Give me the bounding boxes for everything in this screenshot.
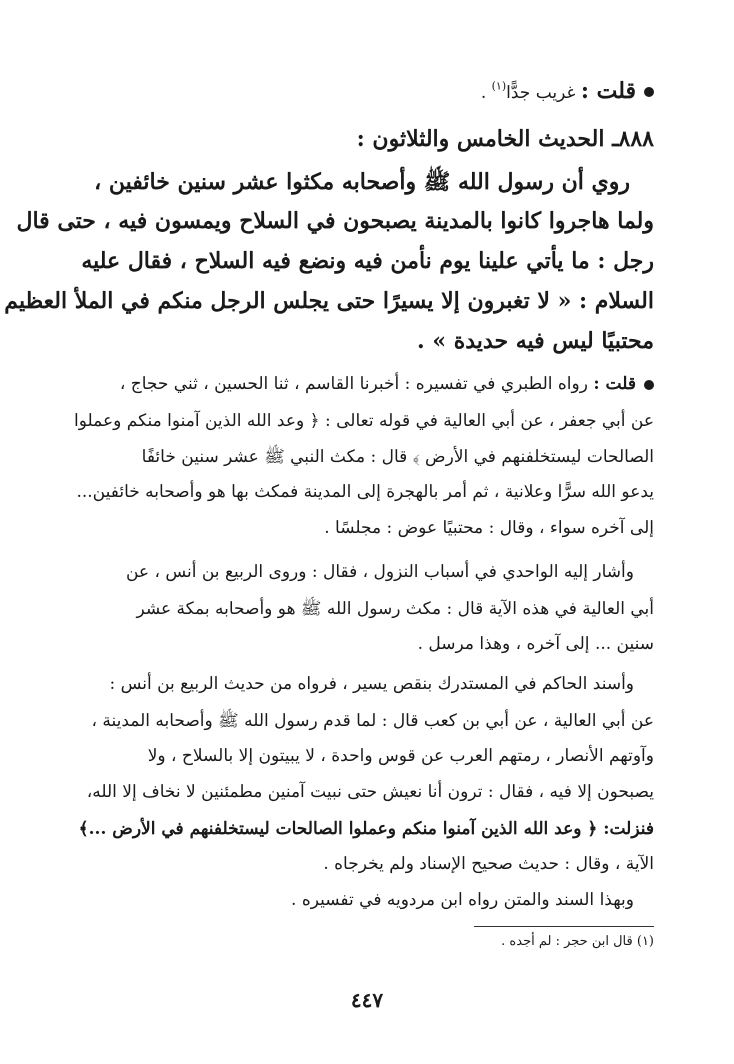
- hakim-line: يصبحون إلا فيه ، فقال : ترون أنا نعيش حتى نبيت آمنين مطمئنين لا نخاف إلا الله،: [86, 782, 654, 802]
- hakim-line: وأسند الحاكم في المستدرك بنقص يسير ، فرواه من حديث الربيع بن أنس :: [109, 674, 634, 694]
- hadith-line: محتبيًا ليس فيه حديدة » .: [417, 328, 654, 354]
- hadith-heading: ٨٨٨ـ الحديث الخامس والثلاثون :: [356, 126, 654, 152]
- commentary-line: عن أبي جعفر ، عن أبي العالية في قوله تعالى : ﴿ وعد الله الذين آمنوا منكم وعملوا: [74, 411, 654, 431]
- footnote-divider: [474, 926, 654, 927]
- commentary-label: قلت :: [593, 374, 636, 394]
- hakim-line: وبهذا السند والمتن رواه ابن مردويه في تفسيره .: [291, 890, 634, 910]
- hakim-line: وآوتهم الأنصار ، رمتهم العرب عن قوس واحدة ، لا يبيتون إلا بالسلاح ، ولا: [147, 746, 654, 766]
- commentary-line: الصالحات ليستخلفنهم في الأرض ﴾ قال : مكث النبي ﷺ عشر سنين خائفًا: [141, 447, 654, 467]
- commentary-line: يدعو الله سرًّا وعلانية ، ثم أمر بالهجرة إلى المدينة فمكث بها هو وأصحابه خائفين...: [76, 482, 654, 502]
- footnote-ref: (١): [491, 79, 507, 93]
- hakim-line: فنزلت: ﴿ وعد الله الذين آمنوا منكم وعملوا الصالحات ليستخلفنهم في الأرض ...﴾: [78, 819, 654, 839]
- page-number: ٤٤٧: [350, 988, 384, 1012]
- opening-end: .: [480, 83, 492, 103]
- footnote: (١) قال ابن حجر : لم أجده .: [501, 934, 654, 949]
- bullet-icon: [644, 87, 654, 97]
- opening-text: غريب جدًّا: [506, 83, 581, 103]
- hakim-line: عن أبي العالية ، عن أبي بن كعب قال : لما قدم رسول الله ﷺ وأصحابه المدينة ،: [91, 711, 654, 731]
- opening-remark: [60, 78, 654, 104]
- hadith-line: ولما هاجروا كانوا بالمدينة يصبحون في السلاح ويمسون فيه ، حتى قال: [16, 208, 654, 234]
- hadith-line: رجل : ما يأتي علينا يوم نأمن فيه ونضع فيه السلاح ، فقال عليه: [81, 248, 654, 274]
- hakim-line: الآية ، وقال : حديث صحيح الإسناد ولم يخرجاه .: [323, 854, 654, 874]
- opening-label: قلت :: [580, 78, 636, 104]
- wahidi-line: سنين ... إلى آخره ، وهذا مرسل .: [417, 634, 654, 654]
- hadith-line: روي أن رسول الله ﷺ وأصحابه مكثوا عشر سنين خائفين ،: [94, 169, 630, 195]
- bullet-icon: [644, 380, 654, 390]
- wahidi-line: وأشار إليه الواحدي في أسباب النزول ، فقال : وروى الربيع بن أنس ، عن: [125, 562, 634, 582]
- commentary-line: [60, 374, 654, 394]
- hadith-line: السلام : « لا تغبرون إلا يسيرًا حتى يجلس الرجل منكم في الملأ العظيم: [4, 288, 654, 314]
- wahidi-line: أبي العالية في هذه الآية قال : مكث رسول الله ﷺ هو وأصحابه بمكة عشر: [136, 599, 654, 619]
- commentary-text: رواه الطبري في تفسيره : أخبرنا القاسم ، ثنا الحسين ، ثني حجاج ،: [119, 374, 594, 394]
- commentary-line: إلى آخره سواء ، وقال : محتبيًا عوض : مجلسًا .: [324, 518, 654, 538]
